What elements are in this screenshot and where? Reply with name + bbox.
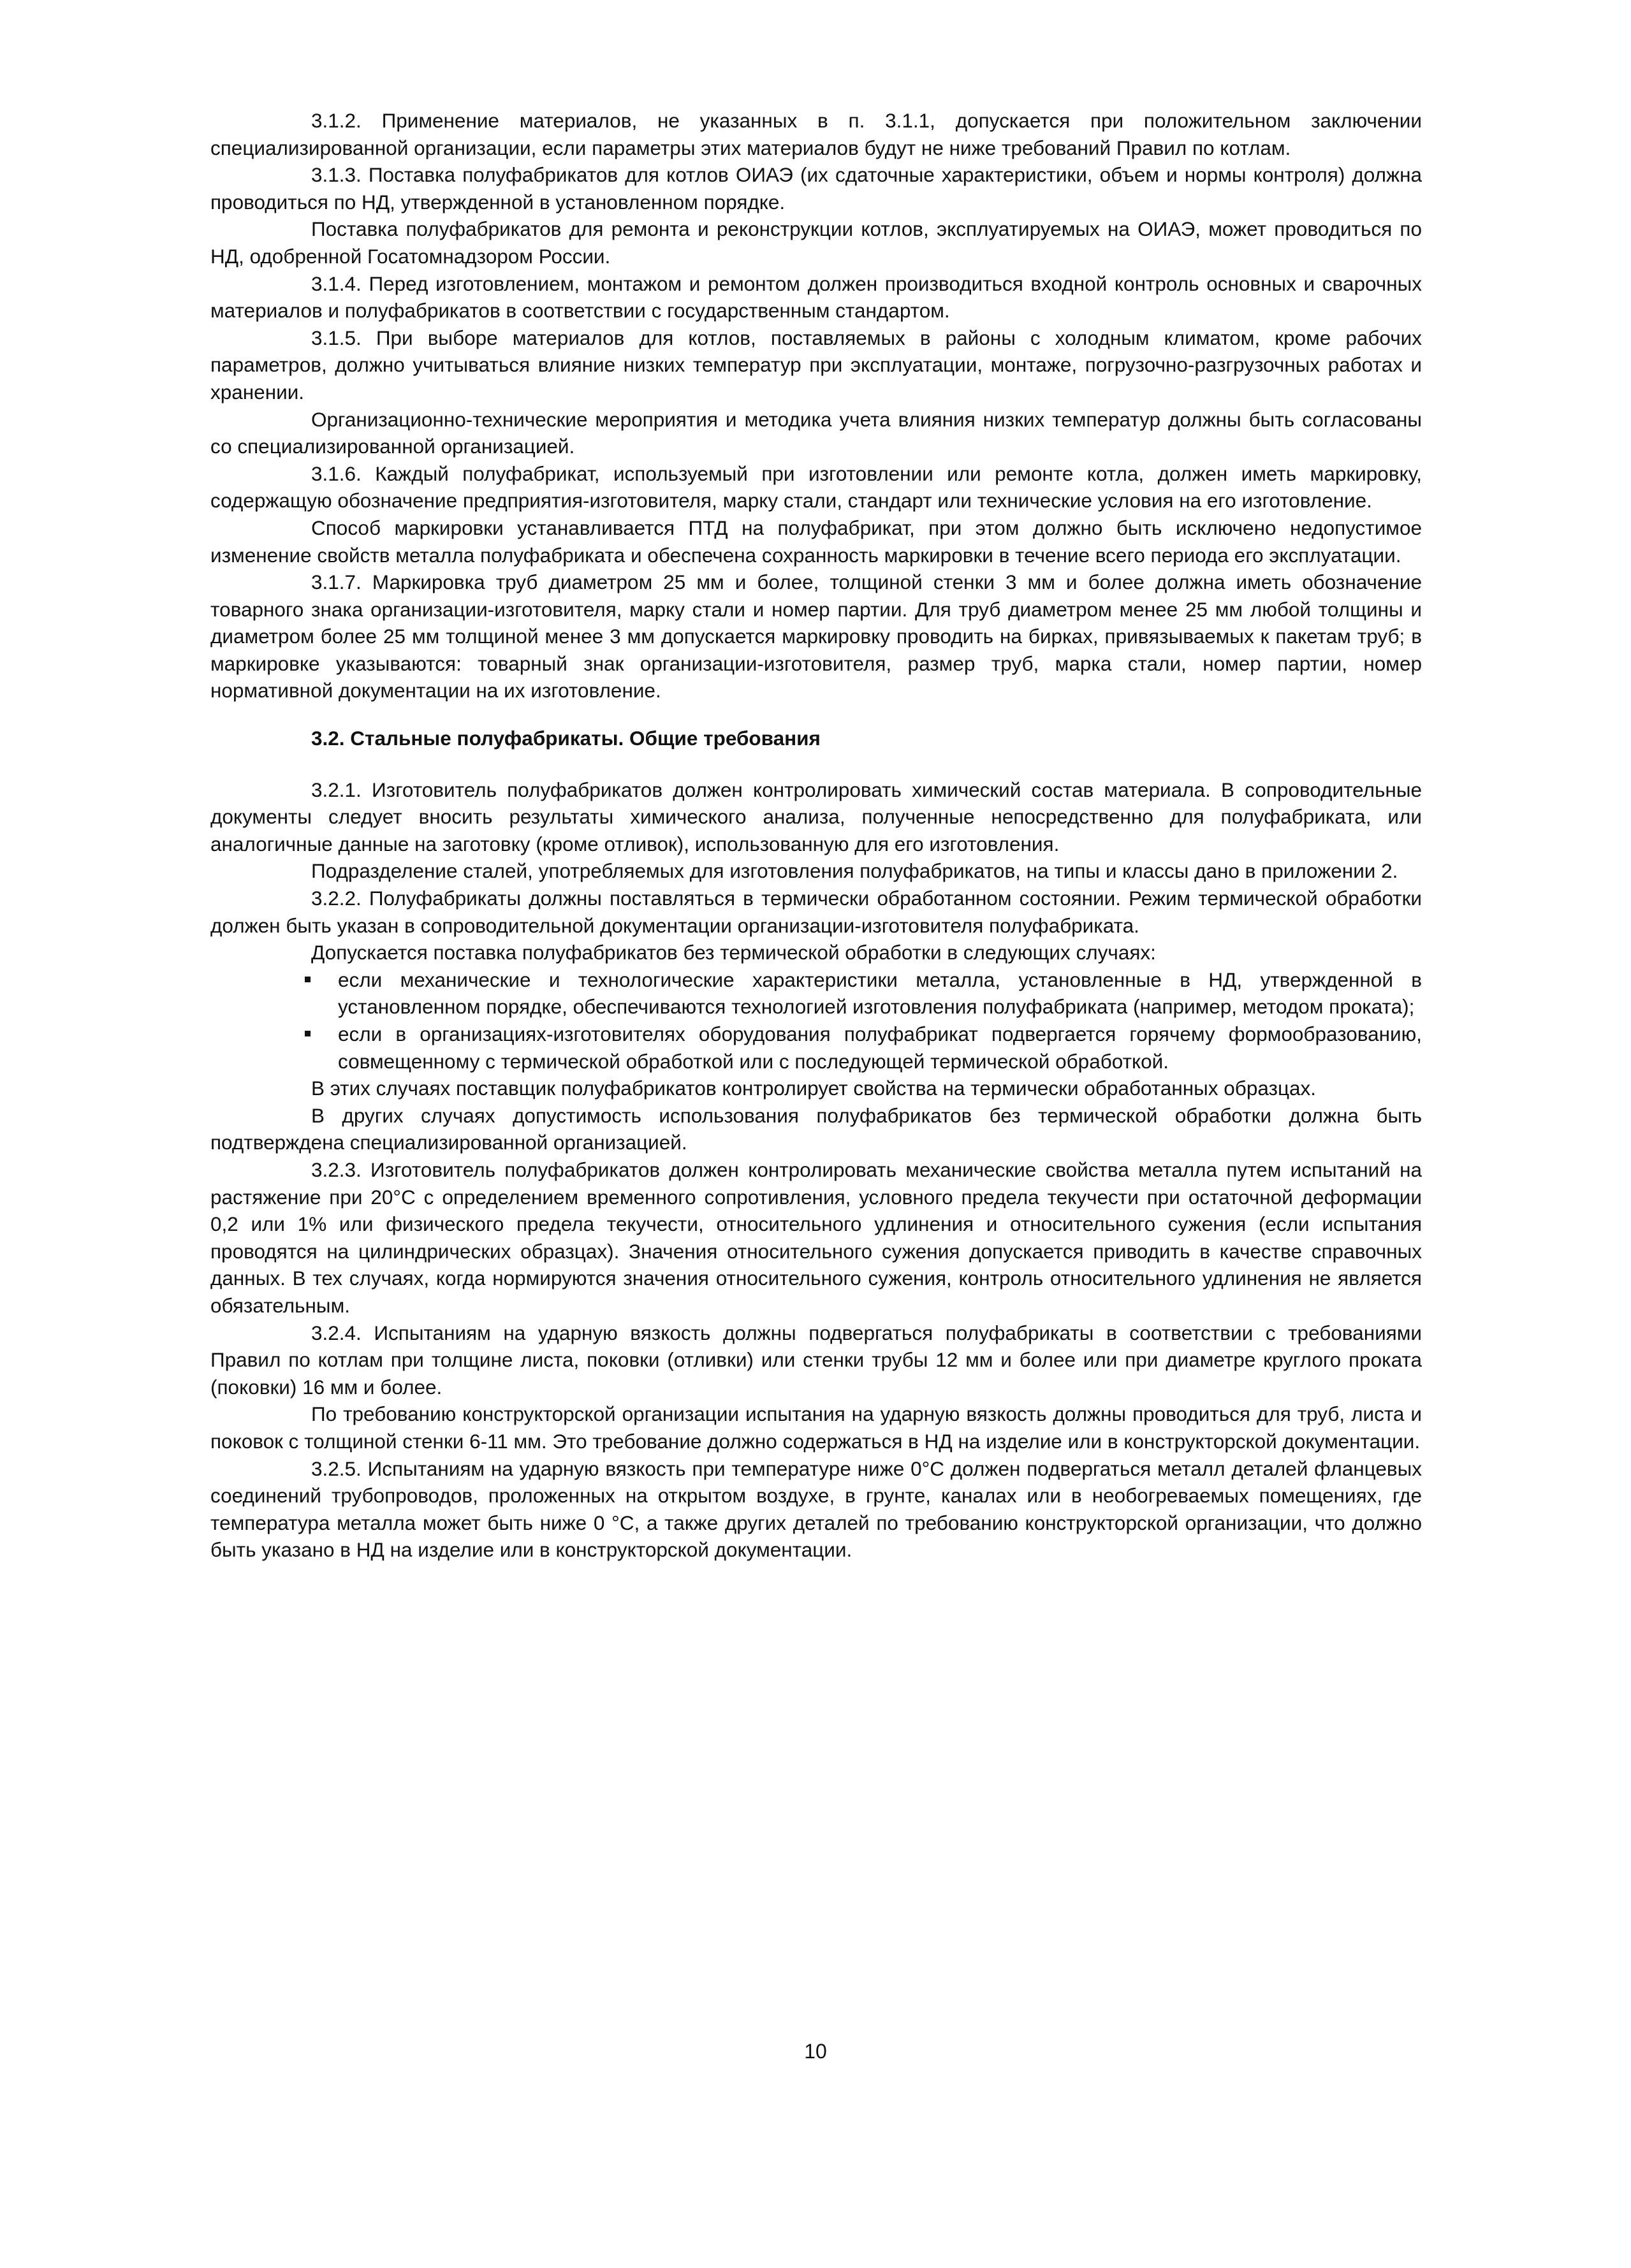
paragraph-3-2-2-other-cases: В других случаях допустимость использования полуфабрикатов без термической обработки должна быть подтверждена специализированной организацией. bbox=[210, 1103, 1422, 1154]
list-item-text: если в организациях-изготовителях оборудования полуфабрикат подвергается горячему формообразованию, совмещенному с термической обработкой или с последующей термической обработкой. bbox=[338, 1022, 1422, 1073]
page-number: 10 bbox=[804, 2040, 827, 2063]
bullet-icon bbox=[305, 977, 311, 982]
paragraph-3-2-2-supplier: В этих случаях поставщик полуфабрикатов контролирует свойства на термически обработанных образцах. bbox=[311, 1077, 1317, 1100]
paragraph-3-1-6-method: Способ маркировки устанавливается ПТД на полуфабрикат, при этом должно быть исключено недопустимое изменение свойств металла полуфабриката и обеспечена сохранность маркировки в течение всего периода его эксплуатации. bbox=[210, 516, 1422, 567]
paragraph-3-2-3: 3.2.3. Изготовитель полуфабрикатов должен контролировать механические свойства металла путем испытаний на растяжение при 20°С с определением временного сопротивления, условного предела текучести при остаточной деформации 0,2 или 1% или физического предела текучести, относительного удлинения и относительного сужения (если испытания проводятся на цилиндрических образцах). Значения относительного сужения допускается приводить в качестве справочных данных. В тех случаях, когда нормируются значения относительного сужения, контроль относительного удлинения не является обязательным. bbox=[210, 1158, 1422, 1317]
paragraph-3-1-2: 3.1.2. Применение материалов, не указанных в п. 3.1.1, допускается при положительном заключении специализированной организации, если параметры этих материалов будут не ниже требований Правил по котлам. bbox=[210, 109, 1422, 159]
list-item-text: если механические и технологические характеристики металла, установленные в НД, утвержденной в установленном порядке, обеспечиваются технологией изготовления полуфабриката (например, методом проката); bbox=[338, 968, 1422, 1019]
section-heading-3-2: 3.2. Стальные полуфабрикаты. Общие требования bbox=[311, 727, 821, 750]
paragraph-3-1-5: 3.1.5. При выборе материалов для котлов, поставляемых в районы с холодным климатом, кроме рабочих параметров, должно учитываться влияние низких температур при эксплуатации, монтаже, погрузочно-разгрузочных работах и хранении. bbox=[210, 326, 1422, 403]
paragraph-3-2-4: 3.2.4. Испытаниям на ударную вязкость должны подвергаться полуфабрикаты в соответствии с требованиями Правил по котлам при толщине листа, поковки (отливки) или стенки трубы 12 мм и более или при диаметре круглого проката (поковки) 16 мм и более. bbox=[210, 1321, 1422, 1399]
paragraph-3-1-4: 3.1.4. Перед изготовлением, монтажом и ремонтом должен производиться входной контроль основных и сварочных материалов и полуфабрикатов в соответствии с государственным стандартом. bbox=[210, 272, 1422, 323]
paragraph-3-2-5: 3.2.5. Испытаниям на ударную вязкость при температуре ниже 0°С должен подвергаться металл деталей фланцевых соединений трубопроводов, проложенных на открытом воздухе, в грунте, каналах или в необогреваемых помещениях, где температура металла может быть ниже 0 °С, а также других деталей по требованию конструкторской организации, что должно быть указано в НД на изделие или в конструкторской документации. bbox=[210, 1457, 1422, 1562]
list-item bbox=[210, 1021, 1422, 1075]
paragraph-3-2-1-steels: Подразделение сталей, употребляемых для изготовления полуфабрикатов, на типы и классы дано в приложении 2. bbox=[311, 859, 1398, 883]
paragraph-3-1-5-measures: Организационно-технические мероприятия и методика учета влияния низких температур должны быть согласованы со специализированной организацией. bbox=[210, 407, 1422, 458]
bullet-list bbox=[210, 966, 1422, 1075]
paragraph-3-2-2-allowed: Допускается поставка полуфабрикатов без термической обработки в следующих случаях: bbox=[311, 941, 1156, 964]
body-text bbox=[210, 107, 1422, 1564]
paragraph-3-1-7: 3.1.7. Маркировка труб диаметром 25 мм и более, толщиной стенки 3 мм и более должна иметь обозначение товарного знака организации-изготовителя, марку стали и номер партии. Для труб диаметром менее 25 мм любой толщины и диаметром более 25 мм толщиной менее 3 мм допускается маркировку проводить на бирках, привязываемых к пакетам труб; в маркировке указываются: товарный знак организации-изготовителя, размер труб, марка стали, номер партии, номер нормативной документации на их изготовление. bbox=[210, 571, 1422, 702]
paragraph-3-2-1: 3.2.1. Изготовитель полуфабрикатов должен контролировать химический состав материала. В сопроводительные документы следует вносить результаты химического анализа, полученные непосредственно для полуфабриката, или аналогичные данные на заготовку (кроме отливок), использованную для его изготовления. bbox=[210, 778, 1422, 855]
list-item bbox=[210, 966, 1422, 1021]
paragraph-3-1-3: 3.1.3. Поставка полуфабрикатов для котлов ОИАЭ (их сдаточные характеристики, объем и нормы контроля) должна проводиться по НД, утвержденной в установленном порядке. bbox=[210, 163, 1422, 214]
paragraph-3-1-3-repair: Поставка полуфабрикатов для ремонта и реконструкции котлов, эксплуатируемых на ОИАЭ, может проводиться по НД, одобренной Госатомнадзором России. bbox=[210, 217, 1422, 268]
bullet-icon bbox=[305, 1031, 311, 1036]
paragraph-3-2-2: 3.2.2. Полуфабрикаты должны поставляться в термически обработанном состоянии. Режим термической обработки должен быть указан в сопроводительной документации организации-изготовителя полуфабриката. bbox=[210, 887, 1422, 937]
paragraph-3-1-6: 3.1.6. Каждый полуфабрикат, используемый при изготовлении или ремонте котла, должен иметь маркировку, содержащую обозначение предприятия-изготовителя, марку стали, стандарт или технические условия на его изготовление. bbox=[210, 462, 1422, 512]
paragraph-3-2-4-design: По требованию конструкторской организации испытания на ударную вязкость должны проводиться для труб, листа и поковок с толщиной стенки 6-11 мм. Это требование должно содержаться в НД на изделие или в конструкторской документации. bbox=[210, 1402, 1422, 1453]
